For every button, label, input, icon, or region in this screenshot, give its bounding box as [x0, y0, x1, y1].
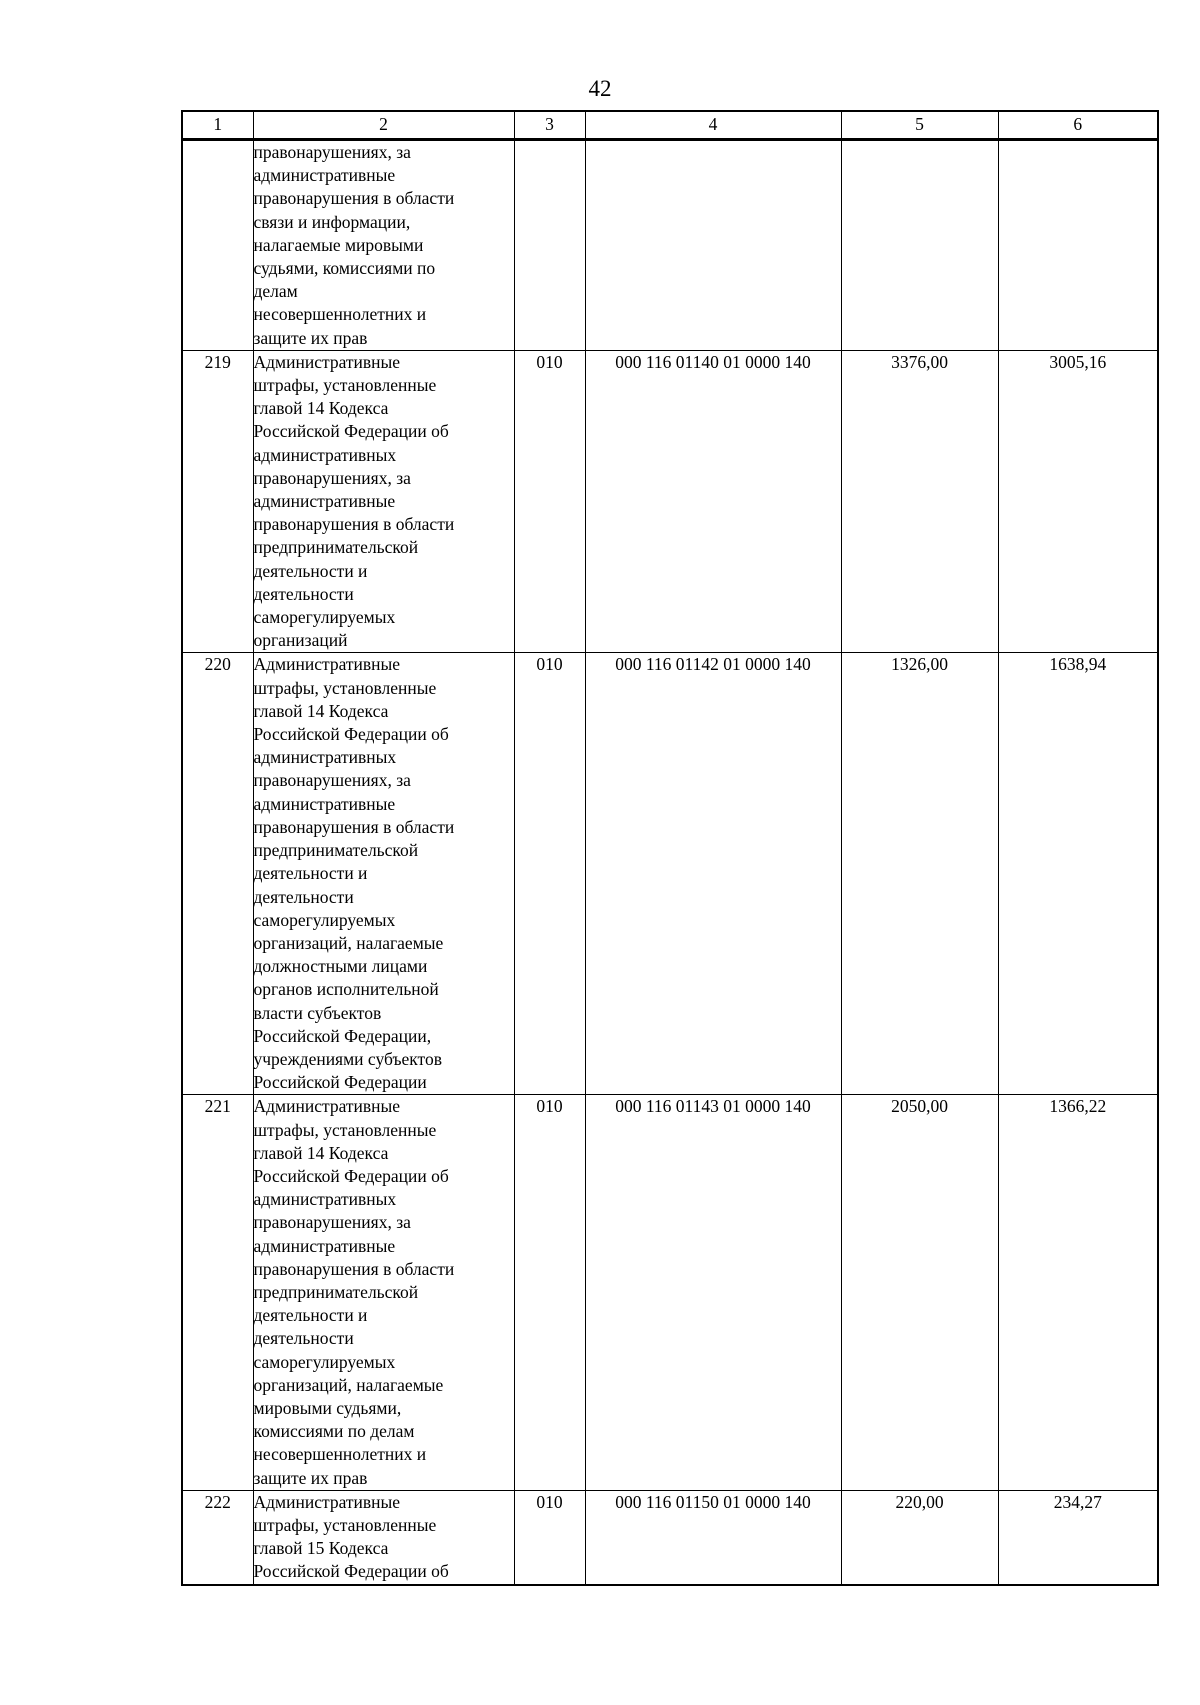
row-budget-code-cell: 000 116 01143 01 0000 140 — [585, 1095, 841, 1490]
row-name-line: несовершеннолетних и — [253, 304, 427, 325]
row-name-line: административных — [253, 747, 397, 768]
row-actual-value-cell — [998, 140, 1158, 351]
row-name-line: правонарушения в области — [253, 816, 455, 837]
row-name-line: саморегулируемых — [253, 607, 396, 628]
row-name-line: деятельности и — [253, 560, 368, 581]
row-name-cell — [253, 140, 514, 351]
row-budget-code-cell — [585, 140, 841, 351]
row-actual-value-cell: 3005,16 — [998, 350, 1158, 653]
row-name-line: правонарушения в области — [253, 1258, 455, 1279]
column-header-2: 2 — [253, 111, 514, 140]
row-name-line: организаций, налагаемые — [253, 1374, 444, 1395]
row-name-cell — [253, 1490, 514, 1584]
row-plan-value-cell: 1326,00 — [841, 653, 998, 1095]
table-header-row — [182, 111, 1158, 140]
row-number-cell: 220 — [182, 653, 253, 1095]
table-row — [182, 653, 1158, 1095]
row-name-line: предпринимательской — [253, 537, 419, 558]
budget-table — [181, 110, 1159, 1586]
row-budget-code-cell: 000 116 01150 01 0000 140 — [585, 1490, 841, 1584]
row-name-line: штрафы, установленные — [253, 677, 437, 698]
row-name-line: административных — [253, 1189, 397, 1210]
row-number-cell: 222 — [182, 1490, 253, 1584]
row-name-line: несовершеннолетних и — [253, 1444, 427, 1465]
row-name-line: главой 14 Кодекса — [253, 1142, 389, 1163]
row-actual-value-cell: 234,27 — [998, 1490, 1158, 1584]
row-name-line: комиссиями по делам — [253, 1421, 415, 1442]
row-name-line: предпринимательской — [253, 1281, 419, 1302]
row-plan-value-cell — [841, 140, 998, 351]
row-name-line: административных — [253, 444, 397, 465]
row-name-line: организаций, налагаемые — [253, 932, 444, 953]
row-name-line: защите их прав — [253, 1467, 368, 1488]
row-number-cell: 219 — [182, 350, 253, 653]
row-name-line: Административные — [253, 654, 401, 675]
row-name-line: Административные — [253, 1096, 401, 1117]
row-actual-value-cell: 1638,94 — [998, 653, 1158, 1095]
row-admin-code-cell: 010 — [514, 653, 585, 1095]
row-name-line: главой 14 Кодекса — [253, 700, 389, 721]
table-row — [182, 1490, 1158, 1584]
row-name-line: судьями, комиссиями по — [253, 258, 436, 279]
row-name-line: Российской Федерации об — [253, 1165, 449, 1186]
row-number-cell: 221 — [182, 1095, 253, 1490]
row-name-line: административные — [253, 793, 396, 814]
row-name-line: правонарушения в области — [253, 188, 455, 209]
row-name-line: Российской Федерации об — [253, 724, 449, 745]
column-header-3: 3 — [514, 111, 585, 140]
row-budget-code-cell: 000 116 01142 01 0000 140 — [585, 653, 841, 1095]
row-plan-value-cell: 2050,00 — [841, 1095, 998, 1490]
row-name-line: Административные — [253, 351, 401, 372]
row-name-line: Российской Федерации, — [253, 1025, 432, 1046]
row-name-line: административные — [253, 1235, 396, 1256]
row-actual-value-cell: 1366,22 — [998, 1095, 1158, 1490]
row-name-line: мировыми судьями, — [253, 1397, 402, 1418]
row-name-line: главой 15 Кодекса — [253, 1538, 389, 1559]
row-name-line: административные — [253, 491, 396, 512]
row-name-cell — [253, 653, 514, 1095]
row-name-line: деятельности и — [253, 863, 368, 884]
row-name-line: Российской Федерации — [253, 1072, 427, 1093]
row-name-cell — [253, 350, 514, 653]
row-name-line: деятельности — [253, 886, 354, 907]
table-row — [182, 1095, 1158, 1490]
row-number-cell — [182, 140, 253, 351]
row-admin-code-cell — [514, 140, 585, 351]
row-name-line: налагаемые мировыми — [253, 234, 424, 255]
column-header-1: 1 — [182, 111, 253, 140]
column-header-4: 4 — [585, 111, 841, 140]
row-name-line: штрафы, установленные — [253, 375, 437, 396]
row-admin-code-cell: 010 — [514, 1095, 585, 1490]
row-name-line: защите их прав — [253, 327, 368, 348]
row-plan-value-cell: 3376,00 — [841, 350, 998, 653]
row-budget-code-cell: 000 116 01140 01 0000 140 — [585, 350, 841, 653]
row-name-line: штрафы, установленные — [253, 1119, 437, 1140]
row-name-line: организаций — [253, 630, 348, 651]
row-name-line: Российской Федерации об — [253, 1561, 449, 1582]
row-name-line: правонарушениях, за — [253, 467, 411, 488]
page-number: 42 — [588, 76, 612, 101]
row-name-line: деятельности — [253, 1328, 354, 1349]
row-name-line: правонарушениях, за — [253, 1212, 411, 1233]
row-name-line: Административные — [253, 1491, 401, 1512]
row-name-line: власти субъектов — [253, 1002, 382, 1023]
row-name-line: связи и информации, — [253, 211, 411, 232]
row-name-line: делам — [253, 281, 298, 302]
row-name-line: правонарушениях, за — [253, 770, 411, 791]
row-admin-code-cell: 010 — [514, 1490, 585, 1584]
table-row — [182, 350, 1158, 653]
column-header-5: 5 — [841, 111, 998, 140]
table-body — [182, 140, 1158, 1585]
row-name-line: правонарушения в области — [253, 514, 455, 535]
row-name-line: саморегулируемых — [253, 1351, 396, 1372]
row-name-line: штрафы, установленные — [253, 1514, 437, 1535]
row-name-line: деятельности — [253, 583, 354, 604]
row-name-line: правонарушениях, за — [253, 142, 411, 162]
row-name-line: предпринимательской — [253, 840, 419, 861]
row-name-line: главой 14 Кодекса — [253, 398, 389, 419]
row-name-line: учреждениями субъектов — [253, 1048, 442, 1069]
row-plan-value-cell: 220,00 — [841, 1490, 998, 1584]
row-name-line: административные — [253, 165, 396, 186]
row-name-line: саморегулируемых — [253, 909, 396, 930]
row-name-line: органов исполнительной — [253, 979, 439, 1000]
row-name-cell — [253, 1095, 514, 1490]
row-name-line: Российской Федерации об — [253, 421, 449, 442]
table-row — [182, 140, 1158, 351]
column-header-6: 6 — [998, 111, 1158, 140]
row-name-line: должностными лицами — [253, 956, 428, 977]
row-name-line: деятельности и — [253, 1305, 368, 1326]
row-admin-code-cell: 010 — [514, 350, 585, 653]
